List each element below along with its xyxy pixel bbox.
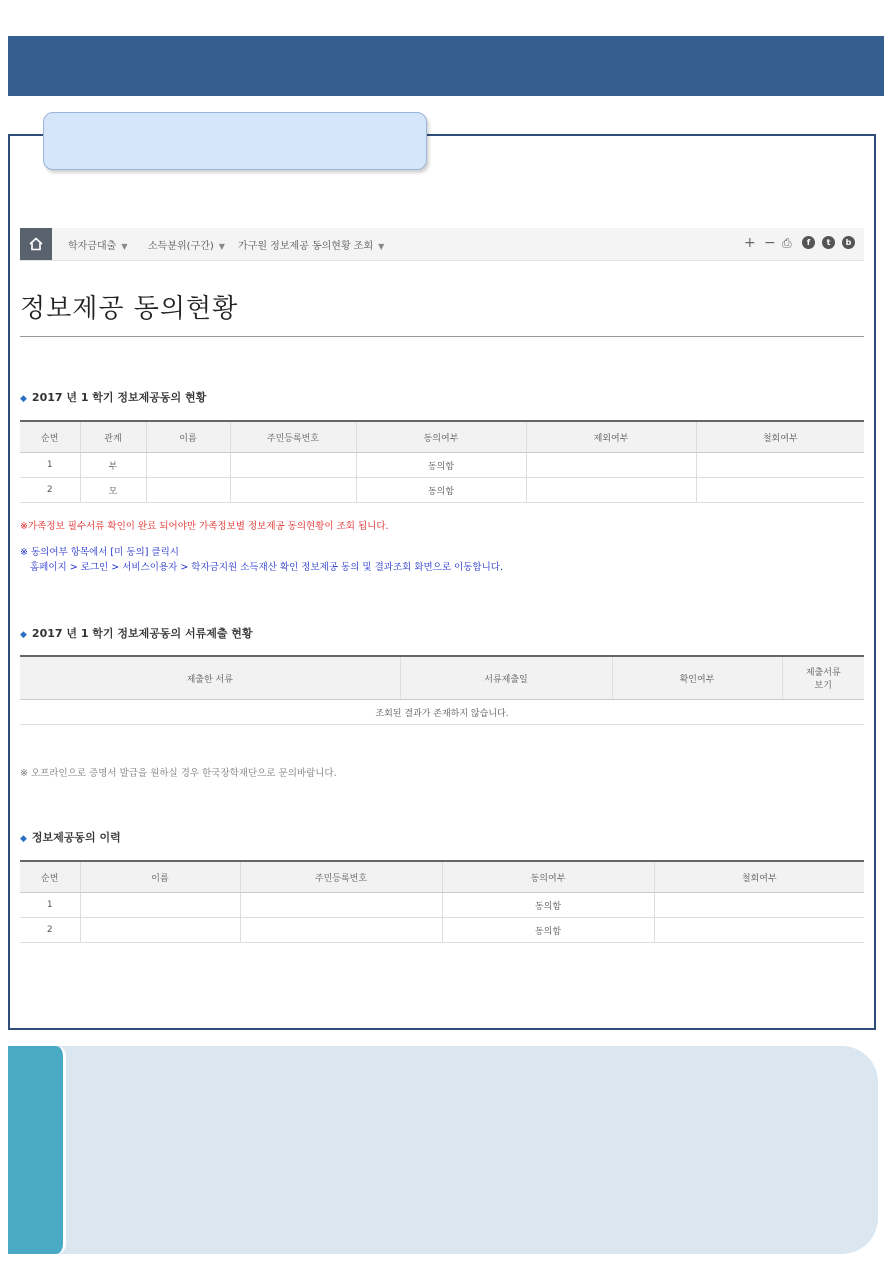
non-consent-path-notice[interactable]: 홈페이지 > 로그인 > 서비스이용자 > 학자금지원 소득재산 확인 정보제공 동의 및 결과조회 화면으로 이동합니다. — [30, 562, 503, 573]
rrn-cell — [230, 478, 356, 503]
column-header: 제출한 서류 — [20, 656, 400, 700]
column-header: 관계 — [80, 421, 146, 453]
rrn-cell — [230, 453, 356, 478]
home-icon[interactable] — [20, 228, 52, 260]
empty-result-message: 조회된 결과가 존재하지 않습니다. — [20, 700, 864, 725]
bullet-icon: ◆ — [20, 394, 27, 404]
column-header: 이름 — [80, 861, 240, 893]
blog-icon[interactable]: b — [842, 236, 855, 249]
home-icon-graphic — [29, 237, 43, 251]
bullet-icon: ◆ — [20, 834, 27, 844]
name-cell — [146, 478, 230, 503]
withdrawn-cell — [654, 918, 864, 943]
twitter-icon[interactable]: t — [822, 236, 835, 249]
consent-cell[interactable]: 동의함 — [356, 478, 526, 503]
column-header: 순번 — [20, 861, 80, 893]
zoom-out-icon[interactable]: − — [764, 235, 776, 251]
page-title: 정보제공 동의현황 — [20, 294, 239, 324]
table-header-row — [20, 656, 864, 700]
breadcrumb — [20, 228, 864, 261]
breadcrumb-item-loan[interactable]: 학자금대출 ▼ — [68, 241, 128, 252]
name-cell — [146, 453, 230, 478]
table-row — [20, 478, 864, 503]
offline-certificate-notice: ※ 오프라인으로 증명서 발급을 원하실 경우 한국장학재단으로 문의바랍니다. — [20, 768, 337, 779]
rrn-cell — [240, 893, 442, 918]
excluded-cell — [526, 478, 696, 503]
column-header: 확인여부 — [612, 656, 782, 700]
column-header: 이름 — [146, 421, 230, 453]
bullet-icon: ◆ — [20, 630, 27, 640]
column-header: 제외여부 — [526, 421, 696, 453]
zoom-in-icon[interactable]: + — [744, 235, 756, 251]
row-number: 1 — [20, 893, 80, 918]
consent-cell[interactable]: 동의함 — [356, 453, 526, 478]
column-header: 철회여부 — [696, 421, 864, 453]
section-title-consent-status: ◆ 2017 년 1 학기 정보제공동의 현황 — [20, 391, 207, 404]
breadcrumb-item-consent-status[interactable]: 가구원 정보제공 동의현황 조회 ▼ — [238, 241, 385, 252]
consent-cell: 동의함 — [442, 918, 654, 943]
table-row-empty — [20, 700, 864, 725]
withdrawn-cell — [696, 453, 864, 478]
title-divider — [20, 336, 864, 337]
column-header: 동의여부 — [442, 861, 654, 893]
excluded-cell — [526, 453, 696, 478]
table-row — [20, 453, 864, 478]
column-header: 주민등록번호 — [230, 421, 356, 453]
withdrawn-cell — [654, 893, 864, 918]
chevron-down-icon: ▼ — [121, 242, 128, 251]
row-number: 2 — [20, 478, 80, 503]
relation-cell: 모 — [80, 478, 146, 503]
title-tab-pill — [43, 112, 427, 170]
column-header: 순번 — [20, 421, 80, 453]
bottom-info-tab — [8, 1046, 66, 1254]
row-number: 1 — [20, 453, 80, 478]
consent-cell: 동의함 — [442, 893, 654, 918]
name-cell — [80, 893, 240, 918]
column-header: 철회여부 — [654, 861, 864, 893]
relation-cell: 부 — [80, 453, 146, 478]
print-icon[interactable]: ⎙ — [782, 236, 792, 250]
non-consent-notice: ※ 동의여부 항목에서 [미 동의] 클릭시 — [20, 547, 179, 558]
name-cell — [80, 918, 240, 943]
table-row — [20, 893, 864, 918]
column-header-view-documents: 제출서류 보기 — [782, 656, 864, 700]
document-submission-table — [20, 655, 864, 725]
chevron-down-icon: ▼ — [218, 242, 225, 251]
top-banner — [8, 36, 884, 96]
column-header: 동의여부 — [356, 421, 526, 453]
column-header: 주민등록번호 — [240, 861, 442, 893]
column-header: 서류제출일 — [400, 656, 612, 700]
consent-status-table — [20, 420, 864, 503]
table-row — [20, 918, 864, 943]
table-header-row — [20, 861, 864, 893]
facebook-icon[interactable]: f — [802, 236, 815, 249]
rrn-cell — [240, 918, 442, 943]
family-info-notice: ※가족정보 필수서류 확인이 완료 되어야만 가족정보별 정보제공 동의현황이 조회 됩니다. — [20, 521, 389, 532]
row-number: 2 — [20, 918, 80, 943]
consent-history-table — [20, 860, 864, 943]
withdrawn-cell — [696, 478, 864, 503]
section-title-consent-history: ◆ 정보제공동의 이력 — [20, 831, 121, 844]
breadcrumb-item-income[interactable]: 소득분위(구간) ▼ — [148, 241, 225, 252]
bottom-info-box — [8, 1046, 878, 1254]
chevron-down-icon: ▼ — [378, 242, 385, 251]
section-title-document-submission: ◆ 2017 년 1 학기 정보제공동의 서류제출 현황 — [20, 627, 253, 640]
table-header-row — [20, 421, 864, 453]
